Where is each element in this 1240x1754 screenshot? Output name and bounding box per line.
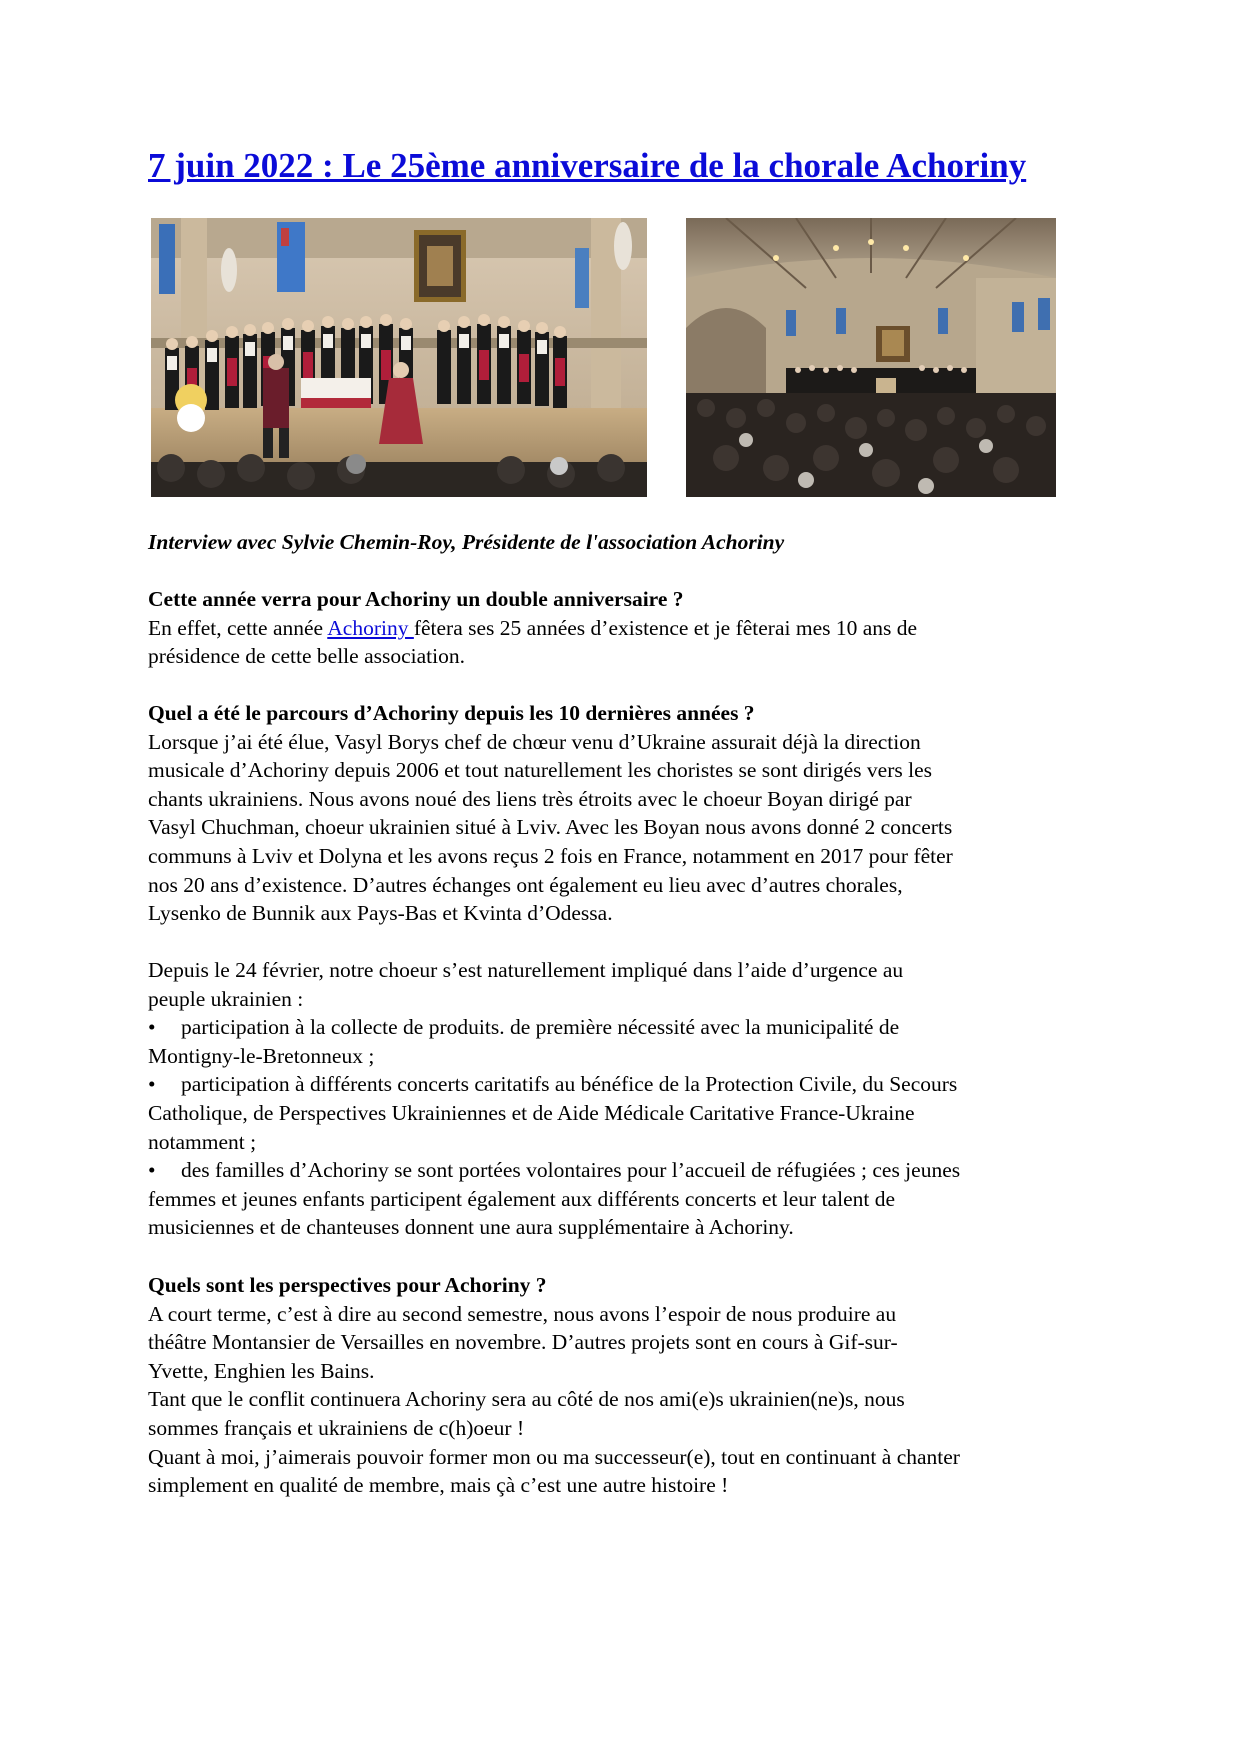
bullet-item [148,1013,1098,1042]
answer-line: Yvette, Enghien les Bains. [148,1358,375,1383]
answer-text: En effet, cette année [148,615,328,640]
answer-line: communs à Lviv et Dolyna et les avons reçus 2 fois en France, notamment en 2017 pour fêter [148,843,953,868]
bullet-continuation: musiciennes et de chanteuses donnent une aura supplémentaire à Achoriny. [148,1215,794,1240]
section-aid [148,956,1098,1242]
answer-paragraph [148,614,1098,643]
church-audience-photo [686,218,1056,497]
answer-line: musicale d’Achoriny depuis 2006 et tout naturellement les choristes se sont dirigés vers les [148,758,932,783]
bullet-continuation: Catholique, de Perspectives Ukrainiennes et de Aide Médicale Caritative France-Ukraine [148,1100,915,1125]
bullet-continuation: femmes et jeunes enfants participent également aux différents concerts et leur talent de [148,1186,896,1211]
answer-line: simplement en qualité de membre, mais çà c’est une autre histoire ! [148,1473,729,1498]
bullet-icon: • [148,1158,156,1183]
paragraph-line: peuple ukrainien : [148,986,304,1011]
answer-line: chants ukrainiens. Nous avons noué des liens très étroits avec le choeur Boyan dirigé par [148,786,912,811]
answer-line: A court terme, c’est à dire au second semestre, nous avons l’espoir de nous produire au [148,1301,897,1326]
bullet-text: participation à la collecte de produits. de première nécessité avec la municipalité de [181,1015,900,1040]
question-heading: Quels sont les perspectives pour Achoriny ? [148,1273,547,1297]
question-heading: Quel a été le parcours d’Achoriny depuis les 10 dernières années ? [148,701,755,725]
answer-line: présidence de cette belle association. [148,644,465,669]
bullet-icon: • [148,1015,156,1040]
bullet-icon: • [148,1072,156,1097]
bullet-text: des familles d’Achoriny se sont portées volontaires pour l’accueil de réfugiées ; ces jeunes [181,1158,961,1183]
answer-text: fêtera ses 25 années d’existence et je fêterai mes 10 ans de [413,615,918,640]
answer-line: Vasyl Chuchman, choeur ukrainien situé à Lviv. Avec les Boyan nous avons donné 2 concerts [148,815,953,840]
answer-line: Tant que le conflit continuera Achoriny sera au côté de nos ami(e)s ukrainien(ne)s, nous [148,1387,905,1412]
section-perspectives [148,1271,1098,1500]
subtitle-text: Interview avec Sylvie Chemin-Roy, Présidente de l'association Achoriny [148,530,785,554]
answer-line: Lorsque j’ai été élue, Vasyl Borys chef de chœur venu d’Ukraine assurait déjà la direction [148,729,921,754]
bullet-text: participation à différents concerts caritatifs au bénéfice de la Protection Civile, du Secours [181,1072,958,1097]
answer-line: Quant à moi, j’aimerais pouvoir former mon ou ma successeur(e), tout en continuant à chanter [148,1444,960,1469]
article-title[interactable]: 7 juin 2022 : Le 25ème anniversaire de la chorale Achoriny [148,146,1027,185]
answer-line: théâtre Montansier de Versailles en novembre. D’autres projets sont en cours à Gif-sur- [148,1330,898,1355]
section-parcours [148,699,1098,928]
bullet-item [148,1156,1098,1185]
section-double-anniversary [148,585,1098,671]
choir-in-church-photo [151,218,647,497]
bullet-continuation: Montigny-le-Bretonneux ; [148,1043,375,1068]
achoriny-link[interactable]: Achoriny [327,615,414,640]
answer-line: Lysenko de Bunnik aux Pays-Bas et Kvinta d’Odessa. [148,901,613,926]
answer-line: nos 20 ans d’existence. D’autres échanges ont également eu lieu avec d’autres chorales, [148,872,903,897]
paragraph-line: Depuis le 24 février, notre choeur s’est naturellement impliqué dans l’aide d’urgence au [148,958,904,982]
question-heading: Cette année verra pour Achoriny un double anniversaire ? [148,587,684,611]
bullet-continuation: notamment ; [148,1129,257,1154]
bullet-item [148,1070,1098,1099]
interview-subtitle [148,528,1098,557]
answer-line: sommes français et ukrainiens de c(h)oeur ! [148,1415,525,1440]
